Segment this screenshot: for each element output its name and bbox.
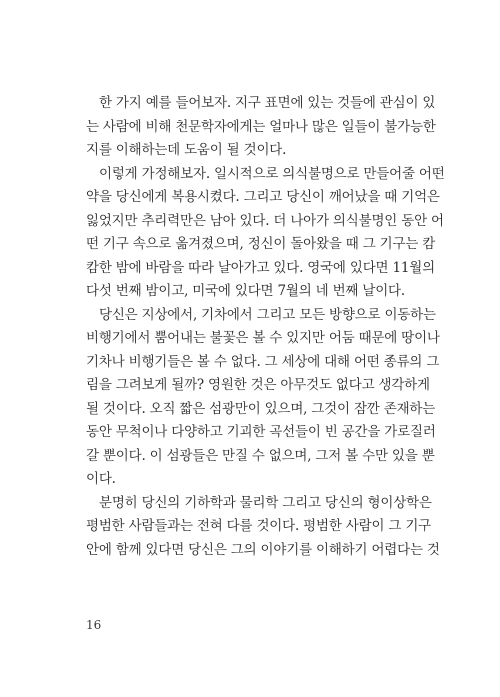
paragraph-line: 지를 이해하는데 도움이 될 것이다.: [86, 142, 287, 158]
paragraph-line: 캄한 밤에 바람을 따라 날아가고 있다. 영국에 있다면 11월의: [86, 259, 435, 276]
paragraph-line: 평범한 사람들과는 전혀 다를 것이다. 평범한 사람이 그 기구: [86, 518, 432, 534]
paragraph-line: 이다.: [86, 471, 116, 487]
page-number: 16: [86, 618, 102, 632]
paragraph-line: 동안 무척이나 다양하고 기괴한 곡선들이 빈 공간을 가로질러: [86, 424, 436, 440]
paragraph-line: 는 사람에 비해 천문학자에게는 얼마나 많은 일들이 불가능한: [86, 118, 436, 135]
paragraph-line: 한 가지 예를 들어보자. 지구 표면에 있는 것들에 관심이 있: [99, 95, 436, 111]
paragraph-line: 다섯 번째 밤이고, 미국에 있다면 7월의 네 번째 날이다.: [86, 283, 405, 299]
paragraph-line: 이렇게 가정해보자. 일시적으로 의식불명으로 만들어줄 어떤: [99, 165, 445, 182]
paragraph-line: 림을 그려보게 될까? 영원한 것은 아무것도 없다고 생각하게: [86, 377, 430, 393]
paragraph-line: 잃었지만 추리력만은 남아 있다. 더 나아가 의식불명인 동안 어: [86, 212, 444, 229]
paragraph-line: 분명히 당신의 기하학과 물리학 그리고 당신의 형이상학은: [99, 494, 432, 511]
paragraph-line: 약을 당신에게 복용시켰다. 그리고 당신이 깨어났을 때 기억은: [86, 189, 440, 205]
paragraph-line: 기차나 비행기들은 볼 수 없다. 그 세상에 대해 어떤 종류의 그: [86, 353, 440, 370]
body-text: [86, 92, 445, 562]
paragraph-line: 떤 기구 속으로 옮겨졌으며, 정신이 돌아왔을 때 그 기구는 캄: [86, 236, 436, 252]
paragraph-line: 갈 뿐이다. 이 섬광들은 만질 수 없으며, 그저 볼 수만 있을 뿐: [86, 447, 435, 464]
paragraph-line: 될 것이다. 오직 짧은 섬광만이 있으며, 그것이 잠깐 존재하는: [86, 400, 436, 417]
paragraph-line: 안에 함께 있다면 당신은 그의 이야기를 이해하기 어렵다는 것: [86, 541, 440, 558]
paragraph-line: 비행기에서 뿜어내는 불꽃은 볼 수 있지만 어둠 때문에 땅이나: [86, 330, 440, 346]
paragraph-line: 당신은 지상에서, 기차에서 그리고 모든 방향으로 이동하는: [99, 306, 436, 323]
